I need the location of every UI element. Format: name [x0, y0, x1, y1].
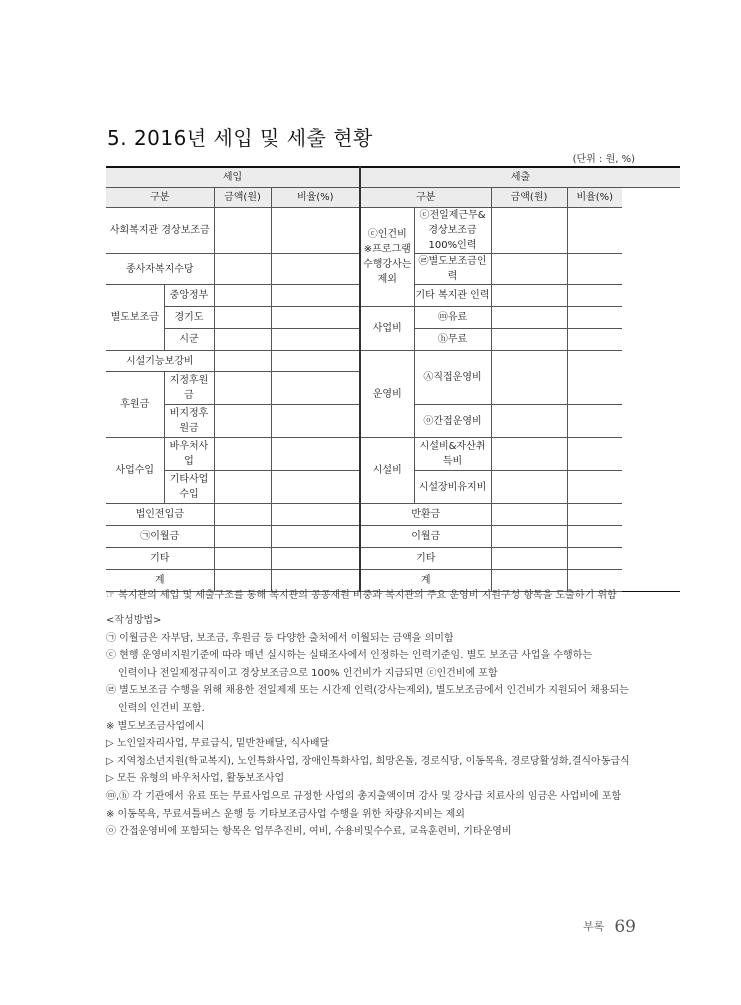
row-group-label: 사업비 — [360, 307, 414, 351]
col-ratio-right: 비율(%) — [567, 188, 622, 208]
ratio-cell — [567, 329, 622, 351]
expense-header: 세출 — [360, 167, 680, 188]
col-gubun-right: 구분 — [360, 188, 491, 208]
ratio-cell — [271, 504, 360, 526]
ratio-cell — [567, 307, 622, 329]
row-group-label: ⓒ인건비 ※프로그램수행강사는제외 — [360, 208, 414, 307]
row-group-label: 별도보조금 — [106, 285, 164, 351]
page-number: 69 — [614, 917, 636, 937]
amount-cell — [214, 438, 271, 471]
col-ratio-left: 비율(%) — [271, 188, 360, 208]
ratio-cell — [271, 471, 360, 504]
ratio-cell — [567, 254, 622, 285]
row-label: 중앙정부 — [164, 285, 214, 307]
purpose-note: ☞ 복지관의 세입 및 세출구조를 통해 복지관의 공공재원 비중과 복지관의 주요 운영비 지원구성 항목을 도출하기 위함 — [106, 590, 617, 601]
unit-label: (단위 : 원, %) — [572, 154, 635, 165]
amount-cell — [214, 471, 271, 504]
amount-cell — [214, 254, 271, 285]
row-group-label: 운영비 — [360, 351, 414, 438]
amount-cell — [214, 548, 271, 570]
ratio-cell — [271, 254, 360, 285]
amount-cell — [491, 548, 567, 570]
row-group-label: 사업수입 — [106, 438, 164, 504]
row-label: ㉠이월금 — [106, 526, 214, 548]
method-line: ▷ 노인일자리사업, 무료급식, 밑반찬배달, 식사배달 — [106, 738, 330, 750]
row-label: 시설비&자산취득비 — [414, 438, 491, 471]
ratio-cell — [567, 351, 622, 405]
col-amount-left: 금액(원) — [214, 188, 271, 208]
amount-cell — [214, 208, 271, 254]
writing-method — [106, 612, 646, 841]
ratio-cell — [271, 285, 360, 307]
col-amount-right: 금액(원) — [491, 188, 567, 208]
amount-cell — [491, 285, 567, 307]
amount-cell — [214, 307, 271, 329]
amount-cell — [214, 405, 271, 438]
ratio-cell — [567, 548, 622, 570]
row-label: 경기도 — [164, 307, 214, 329]
row-label: 지정후원금 — [164, 372, 214, 405]
method-line: ⓞ 간접운영비에 포함되는 항목은 업무추진비, 여비, 수용비및수수료, 교육훈련비, 기타운영비 — [106, 826, 512, 838]
amount-cell — [214, 526, 271, 548]
row-label: 기타 — [360, 548, 491, 570]
ratio-cell — [271, 405, 360, 438]
amount-cell — [491, 307, 567, 329]
row-label: ㉣별도보조금인력 — [414, 254, 491, 285]
ratio-cell — [271, 548, 360, 570]
amount-cell — [214, 329, 271, 351]
amount-cell — [491, 329, 567, 351]
ratio-cell — [567, 471, 622, 504]
method-line: ⓒ 현행 운영비지원기준에 따라 매년 실시하는 실태조사에서 인정하는 인력기준임. 별도 보조금 사업을 수행하는 — [106, 650, 593, 662]
ratio-cell — [271, 372, 360, 405]
page-title: 5. 2016년 세입 및 세출 현황 — [107, 126, 373, 150]
ratio-cell — [567, 208, 622, 254]
ratio-cell — [271, 526, 360, 548]
ratio-cell — [567, 285, 622, 307]
total-label: 계 — [360, 570, 491, 592]
row-label: 기타 — [106, 548, 214, 570]
amount-cell — [491, 526, 567, 548]
amount-cell — [491, 254, 567, 285]
row-label: 시군 — [164, 329, 214, 351]
row-label: 비지정후원금 — [164, 405, 214, 438]
row-label: 반환금 — [360, 504, 491, 526]
row-label: 시설기능보강비 — [106, 351, 214, 372]
total-label: 계 — [106, 570, 214, 592]
method-line: ▷ 모든 유형의 바우처사업, 활동보조사업 — [106, 773, 285, 785]
row-group-label: 시설비 — [360, 438, 414, 504]
row-label: ⓗ무료 — [414, 329, 491, 351]
row-label: ⓞ간접운영비 — [414, 405, 491, 438]
row-label: 종사자복지수당 — [106, 254, 214, 285]
ratio-cell — [567, 526, 622, 548]
method-heading: <작성방법> — [106, 615, 162, 626]
ratio-cell — [271, 351, 360, 372]
ratio-cell — [567, 438, 622, 471]
method-line: ※ 이동목욕, 무료셔틀버스 운행 등 기타보조금사업 수행을 위한 차량유지비는 제외 — [106, 808, 465, 820]
method-line: ㉣ 별도보조금 수행을 위해 채용한 전일제제 또는 시간제 인력(강사는제외), 별도보조금에서 인건비가 지원되어 채용되는 — [106, 685, 629, 697]
method-line: ⓜ,ⓗ 각 기관에서 유료 또는 무료사업으로 규정한 사업의 총지출액이며 강사 및 강사급 치료사의 임금은 사업비에 포함 — [106, 790, 622, 802]
method-line: ㉠ 이월금은 자부담, 보조금, 후원금 등 다양한 출처에서 이월되는 금액을 의미함 — [106, 632, 454, 644]
amount-cell — [491, 351, 567, 405]
method-line: ▷ 지역청소년지원(학교복지), 노인특화사업, 장애인특화사업, 희망온돌, 경로식당, 이동목욕, 경로당활성화,결식아동급식 — [106, 755, 630, 767]
row-label: 이월금 — [360, 526, 491, 548]
row-label: 기타 복지관 인력 — [414, 285, 491, 307]
row-label: 시설장비유지비 — [414, 471, 491, 504]
col-gubun-left: 구분 — [106, 188, 214, 208]
ratio-cell — [567, 504, 622, 526]
method-line: 인력의 인건비 포함. — [118, 702, 205, 714]
row-group-label: 후원금 — [106, 372, 164, 438]
amount-cell — [491, 471, 567, 504]
ratio-cell — [567, 405, 622, 438]
row-label: ⓜ유료 — [414, 307, 491, 329]
method-line: ※ 별도보조금사업에시 — [106, 720, 205, 732]
amount-cell — [491, 504, 567, 526]
amount-cell — [491, 405, 567, 438]
row-label: ⓒ전일제근무&경상보조금100%인력 — [414, 208, 491, 254]
ratio-cell — [271, 307, 360, 329]
page-footer — [583, 917, 636, 937]
amount-cell — [214, 351, 271, 372]
amount-cell — [214, 504, 271, 526]
row-label: Ⓐ직접운영비 — [414, 351, 491, 405]
ratio-cell — [271, 208, 360, 254]
row-label: 법인전입금 — [106, 504, 214, 526]
appendix-label: 부록 — [583, 920, 605, 933]
row-label: 기타사업수입 — [164, 471, 214, 504]
income-expense-table — [106, 166, 680, 592]
row-label: 바우처사업 — [164, 438, 214, 471]
ratio-cell — [271, 438, 360, 471]
amount-cell — [214, 372, 271, 405]
amount-cell — [491, 208, 567, 254]
ratio-cell — [271, 329, 360, 351]
amount-cell — [214, 285, 271, 307]
income-header: 세입 — [106, 167, 360, 188]
row-label: 사회복지관 경상보조금 — [106, 208, 214, 254]
amount-cell — [491, 438, 567, 471]
method-line: 인력이나 전일제정규직이고 경상보조금으로 100% 인건비가 지급되면 ⓒ인건비에 포함 — [118, 667, 498, 679]
